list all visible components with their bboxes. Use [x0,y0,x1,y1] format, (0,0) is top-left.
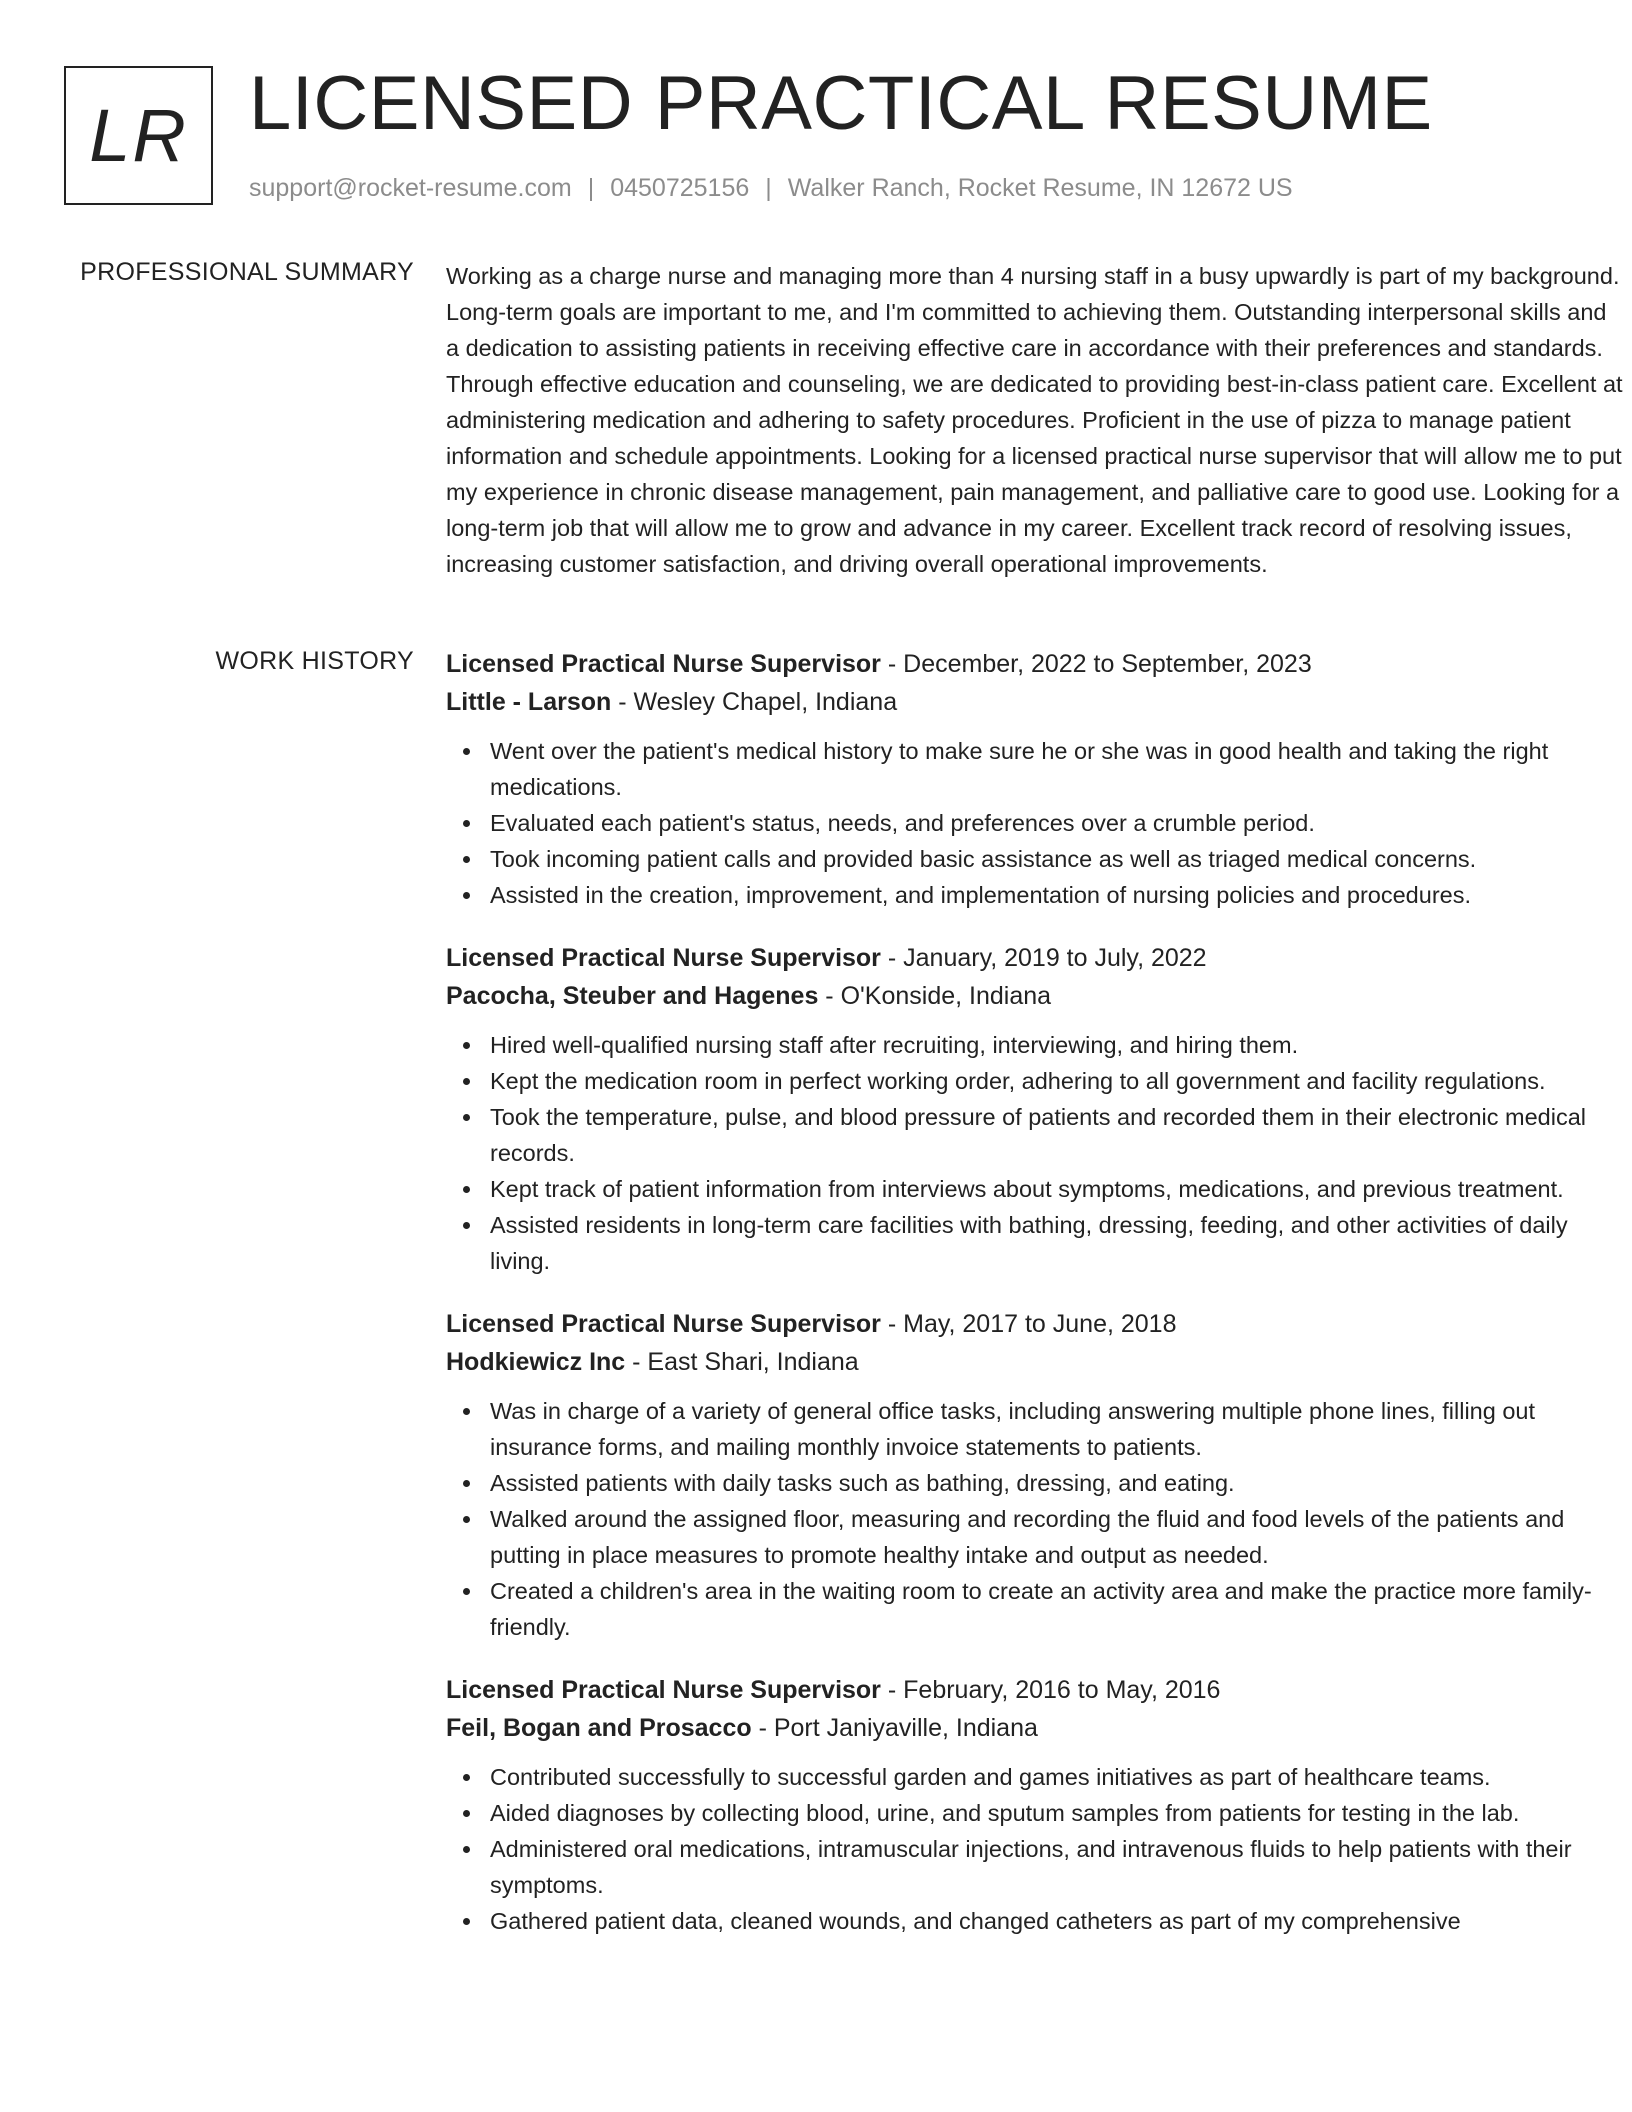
job-title-line [446,939,1626,977]
job-bullets [446,1759,1626,1939]
job-title: Licensed Practical Nurse Supervisor [446,1676,881,1704]
job-location: - O'Konside, Indiana [818,982,1052,1010]
job-entry [446,1671,1626,1939]
contact-separator: | [765,174,772,202]
job-location: - Wesley Chapel, Indiana [611,688,898,716]
job-company: Little - Larson [446,688,612,716]
resume-header [64,61,1584,216]
job-entry [446,939,1626,1279]
job-title-line [446,1671,1626,1709]
job-bullet: Hired well-qualified nursing staff after recruiting, interviewing, and hiring them. [490,1027,1626,1063]
job-company-line [446,683,1626,721]
resume-title: LICENSED PRACTICAL RESUME [249,61,1433,146]
job-title: Licensed Practical Nurse Supervisor [446,944,881,972]
job-title-line [446,1305,1626,1343]
job-bullets [446,1027,1626,1279]
job-bullet: Evaluated each patient's status, needs, and preferences over a crumble period. [490,805,1626,841]
job-dates: - December, 2022 to September, 2023 [880,650,1312,678]
job-company-line [446,977,1626,1015]
job-bullet: Gathered patient data, cleaned wounds, and changed catheters as part of my comprehensive [490,1903,1626,1939]
contact-line [249,174,1293,203]
contact-address: Walker Ranch, Rocket Resume, IN 12672 US [787,174,1293,202]
job-bullets [446,733,1626,913]
job-entry [446,1305,1626,1645]
job-entry [446,645,1626,913]
contact-email: support@rocket-resume.com [249,174,572,202]
job-title: Licensed Practical Nurse Supervisor [446,1310,881,1338]
job-bullet: Assisted residents in long-term care facilities with bathing, dressing, feeding, and other activities of daily living. [490,1207,1626,1279]
section-label-work-history: WORK HISTORY [215,647,414,675]
job-bullet: Took the temperature, pulse, and blood pressure of patients and recorded them in their electronic medical records. [490,1099,1626,1171]
job-bullet: Walked around the assigned floor, measuring and recording the fluid and food levels of the patients and putting in place measures to promote healthy intake and output as needed. [490,1501,1626,1573]
contact-phone: 0450725156 [610,174,750,202]
job-location: - Port Janiyaville, Indiana [751,1714,1038,1742]
contact-separator: | [587,174,595,202]
job-bullet: Assisted patients with daily tasks such as bathing, dressing, and eating. [490,1465,1626,1501]
job-bullet: Kept track of patient information from interviews about symptoms, medications, and previous treatment. [490,1171,1626,1207]
job-company: Hodkiewicz Inc [446,1348,626,1376]
job-company: Pacocha, Steuber and Hagenes [446,982,819,1010]
job-bullet: Administered oral medications, intramuscular injections, and intravenous fluids to help patients with their symptoms. [490,1831,1626,1903]
job-dates: - February, 2016 to May, 2016 [880,1676,1221,1704]
job-title: Licensed Practical Nurse Supervisor [446,650,881,678]
job-bullet: Aided diagnoses by collecting blood, urine, and sputum samples from patients for testing in the lab. [490,1795,1626,1831]
job-title-line [446,645,1626,683]
job-company-line [446,1709,1626,1747]
job-bullet: Created a children's area in the waiting room to create an activity area and make the practice more family-friendly. [490,1573,1626,1645]
summary-text: Working as a charge nurse and managing more than 4 nursing staff in a busy upwardly is part of my background. Long-term goals are important to me, and I'm committed to achieving them. Outstanding interpersonal skills and a dedication to assisting patients in receiving effective care in accordance with their preferences and standards. Through effective education and counseling, we are dedicated to providing best-in-class patient care. Excellent at administering medication and adhering to safety procedures. Proficient in the use of pizza to manage patient information and schedule appointments. Looking for a licensed practical nurse supervisor that will allow me to put my experience in chronic disease management, pain management, and palliative care to good use. Looking for a long-term job that will allow me to grow and advance in my career. Excellent track record of resolving issues, increasing customer satisfaction, and driving overall operational improvements. [446,263,1623,577]
job-bullet: Went over the patient's medical history to make sure he or she was in good health and taking the right medications. [490,733,1626,805]
job-bullet: Kept the medication room in perfect working order, adhering to all government and facility regulations. [490,1063,1626,1099]
job-bullet: Was in charge of a variety of general office tasks, including answering multiple phone lines, filling out insurance forms, and mailing monthly invoice statements to patients. [490,1393,1626,1465]
job-bullet: Contributed successfully to successful garden and games initiatives as part of healthcare teams. [490,1759,1626,1795]
job-company: Feil, Bogan and Prosacco [446,1714,752,1742]
section-label-summary: PROFESSIONAL SUMMARY [80,258,414,286]
job-company-line [446,1343,1626,1381]
monogram-logo: LR [64,66,213,205]
job-location: - East Shari, Indiana [625,1348,859,1376]
job-dates: - May, 2017 to June, 2018 [880,1310,1177,1338]
job-bullet: Took incoming patient calls and provided basic assistance as well as triaged medical concerns. [490,841,1626,877]
job-dates: - January, 2019 to July, 2022 [880,944,1207,972]
job-bullets [446,1393,1626,1645]
job-bullet: Assisted in the creation, improvement, and implementation of nursing policies and procedures. [490,877,1626,913]
